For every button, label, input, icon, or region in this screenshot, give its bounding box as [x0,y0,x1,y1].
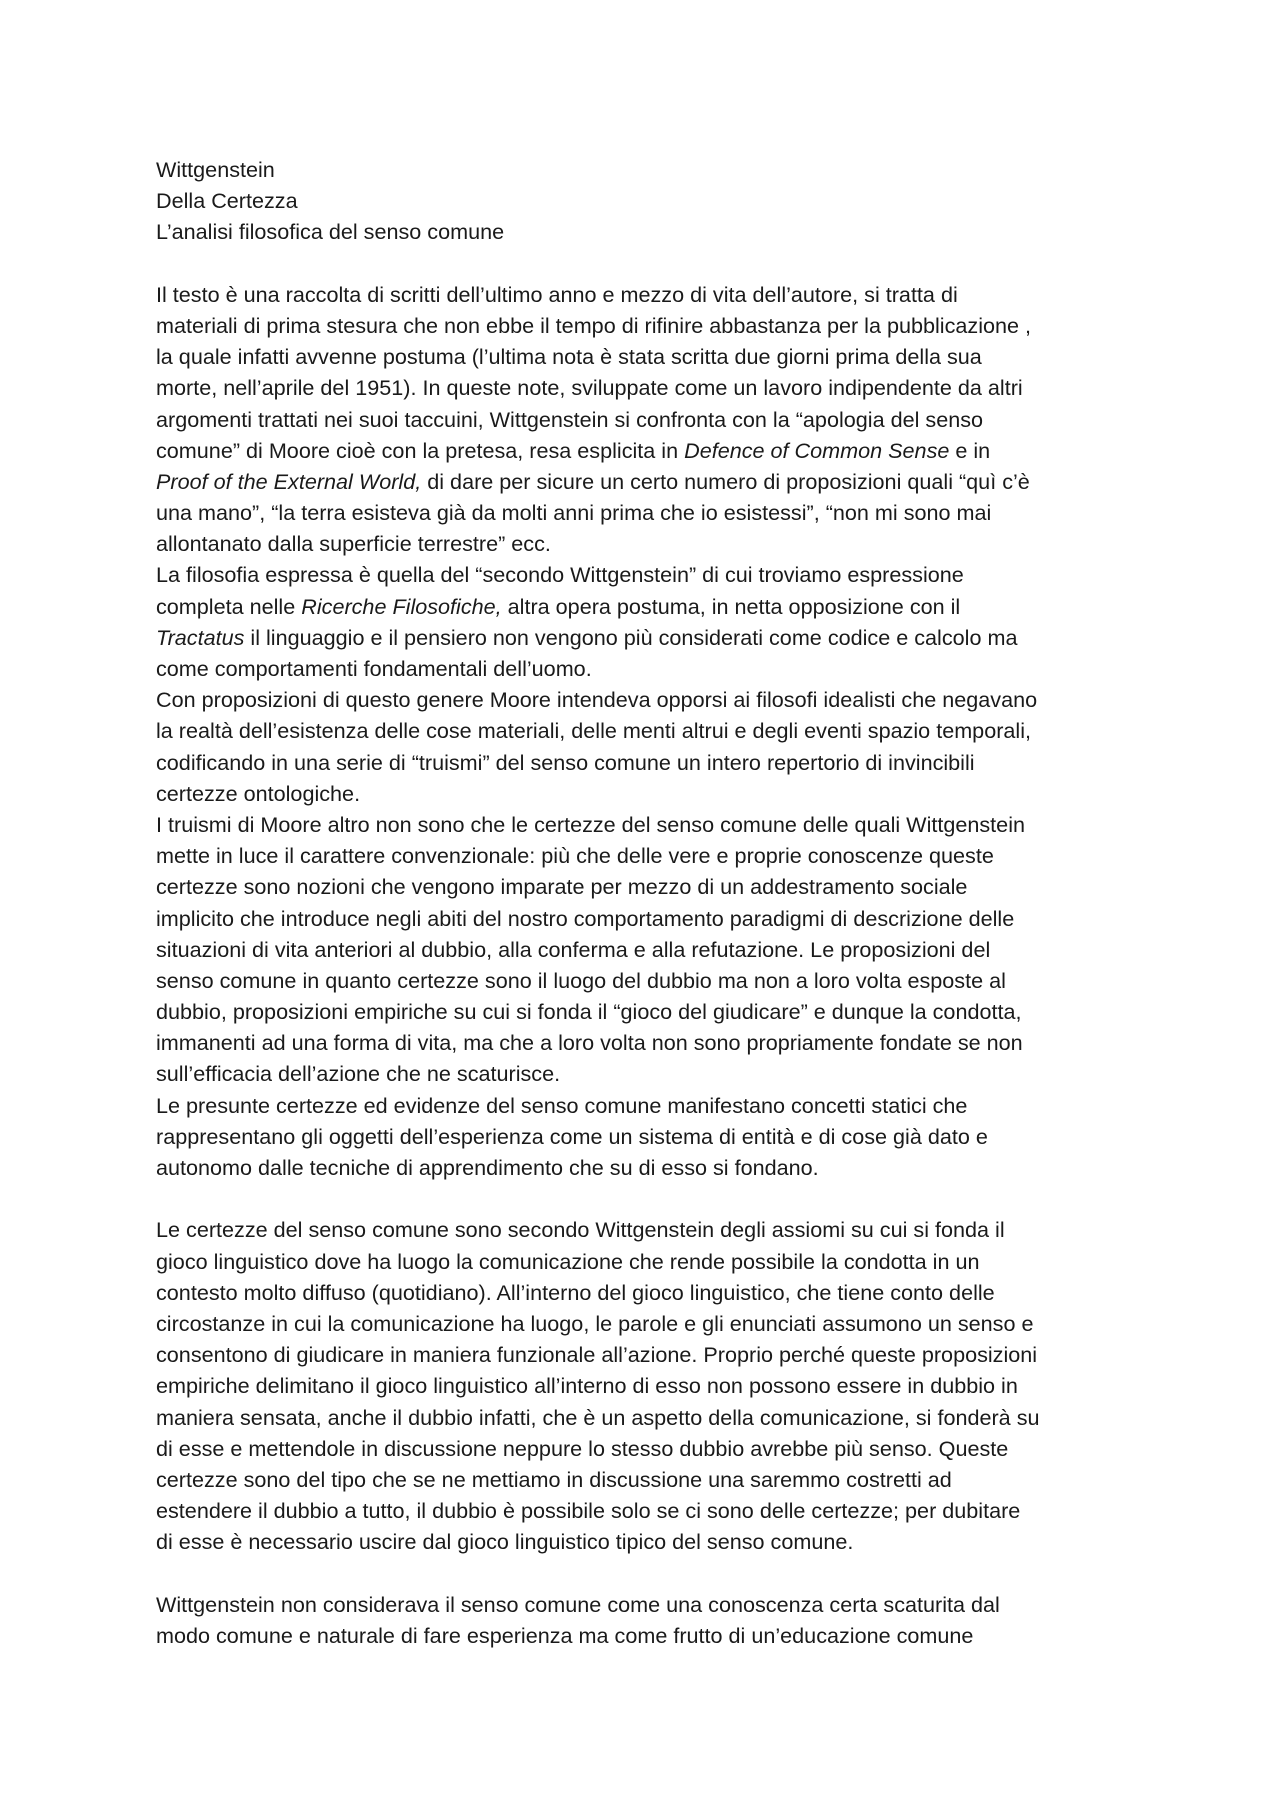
text-line: gioco linguistico dove ha luogo la comunicazione che rende possibile la condotta in un [156,1248,980,1274]
author-line: Wittgenstein [156,157,275,182]
text-line: codificando in una serie di “truismi” del senso comune un intero repertorio di invincibili [156,749,975,775]
text-line: maniera sensata, anche il dubbio infatti, che è un aspetto della comunicazione, si fonderà su [156,1404,1040,1430]
text-line: la quale infatti avvenne postuma (l’ultima nota è stata scritta due giorni prima della sua [156,344,982,370]
paragraph [156,1214,1136,1557]
text-line: empiriche delimitano il gioco linguistico all’interno di esso non possono essere in dubbio in [156,1373,1018,1399]
text-line: una mano”, “la terra esisteva già da molti anni prima che io esistessi”, “non mi sono mai [156,500,992,526]
text-line: completa nelle Ricerche Filosofiche, altra opera postuma, in netta opposizione con il [156,593,961,619]
text-line: morte, nell’aprile del 1951). In queste note, sviluppate come un lavoro indipendente da altri [156,375,1023,401]
text-line: certezze sono nozioni che vengono imparate per mezzo di un addestramento sociale [156,874,968,900]
text-line: autonomo dalle tecniche di apprendimento che su di esso si fondano. [156,1155,819,1180]
text-line: rappresentano gli oggetti dell’esperienza come un sistema di entità e di cose già dato e [156,1123,988,1149]
text-line: Tractatus il linguaggio e il pensiero non vengono più considerati come codice e calcolo ma [156,624,1018,650]
text-line: consentono di giudicare in maniera funzionale all’azione. Proprio perché queste proposizioni [156,1342,1038,1368]
text-line: estendere il dubbio a tutto, il dubbio è possibile solo se ci sono delle certezze; per dubitare [156,1498,1021,1524]
italic-title: Defence of Common Sense [684,437,950,463]
spacer [156,248,1136,279]
text-line: Il testo è una raccolta di scritti dell’ultimo anno e mezzo di vita dell’autore, si tratta di [156,281,958,307]
text-line: senso comune in quanto certezze sono il luogo del dubbio ma non a loro volta esposte al [156,967,1006,993]
text-line: Le certezze del senso comune sono secondo Wittgenstein degli assiomi su cui si fonda il [156,1217,1005,1243]
paragraph-spacer [156,1183,1136,1214]
text-line: Le presunte certezze ed evidenze del senso comune manifestano concetti statici che [156,1092,968,1118]
text-line: I truismi di Moore altro non sono che le certezze del senso comune delle quali Wittgenstein [156,811,1026,837]
text-line: sull’efficacia dell’azione che ne scaturisce. [156,1061,561,1087]
paragraph-spacer [156,1557,1136,1588]
text-line: la realtà dell’esistenza delle cose materiali, delle menti altrui e degli eventi spazio temporali, [156,718,1032,744]
paragraph [156,279,1136,1183]
text-line: contesto molto diffuso (quotidiano). All’interno del gioco linguistico, che tiene conto delle [156,1279,995,1305]
text-line: Proof of the External World, di dare per sicure un certo numero di proposizioni quali “quì c’è [156,468,1030,494]
text-line: immanenti ad una forma di vita, ma che a loro volta non sono propriamente fondate se non [156,1030,1023,1056]
book-title-line: Della Certezza [156,188,298,214]
text-line: certezze sono del tipo che se ne mettiamo in discussione una saremmo costretti ad [156,1466,952,1492]
document-header [156,154,1136,248]
text-line: implicito che introduce negli abiti del nostro comportamento paradigmi di descrizione delle [156,905,1015,931]
text-line: Con proposizioni di questo genere Moore intendeva opporsi ai filosofi idealisti che negavano [156,687,1038,713]
text-line: di esse e mettendole in discussione neppure lo stesso dubbio avrebbe più senso. Queste [156,1435,1009,1461]
text-line: argomenti trattati nei suoi taccuini, Wittgenstein si confronta con la “apologia del senso [156,406,984,432]
document-page [156,154,1136,1651]
text-line: Wittgenstein non considerava il senso comune come una conoscenza certa scaturita dal [156,1591,1000,1617]
italic-title: Proof of the External World, [156,468,422,494]
paragraph [156,1589,1136,1651]
italic-title: Tractatus [156,624,245,650]
text-line: di esse è necessario uscire dal gioco linguistico tipico del senso comune. [156,1529,854,1555]
document-body [156,279,1136,1651]
text-line: allontanato dalla superficie terrestre” ecc. [156,531,551,557]
text-line: come comportamenti fondamentali dell’uomo. [156,656,592,681]
subtitle-line: L’analisi filosofica del senso comune [156,219,505,245]
text-line: certezze ontologiche. [156,780,361,806]
text-line: dubbio, proposizioni empiriche su cui si fonda il “gioco del giudicare” e dunque la condotta, [156,999,1022,1025]
text-line: circostanze in cui la comunicazione ha luogo, le parole e gli enunciati assumono un senso e [156,1310,1034,1336]
text-line: materiali di prima stesura che non ebbe il tempo di rifinire abbastanza per la pubblicazione , [156,312,1032,338]
text-line: mette in luce il carattere convenzionale: più che delle vere e proprie conoscenze queste [156,843,994,869]
text-line: La filosofia espressa è quella del “secondo Wittgenstein” di cui troviamo espressione [156,562,964,588]
text-line: situazioni di vita anteriori al dubbio, alla conferma e alla refutazione. Le proposizioni del [156,936,991,962]
text-line: comune” di Moore cioè con la pretesa, resa esplicita in Defence of Common Sense e in [156,437,991,463]
text-line: modo comune e naturale di fare esperienza ma come frutto di un’educazione comune [156,1622,974,1648]
italic-title: Ricerche Filosofiche, [301,593,502,619]
